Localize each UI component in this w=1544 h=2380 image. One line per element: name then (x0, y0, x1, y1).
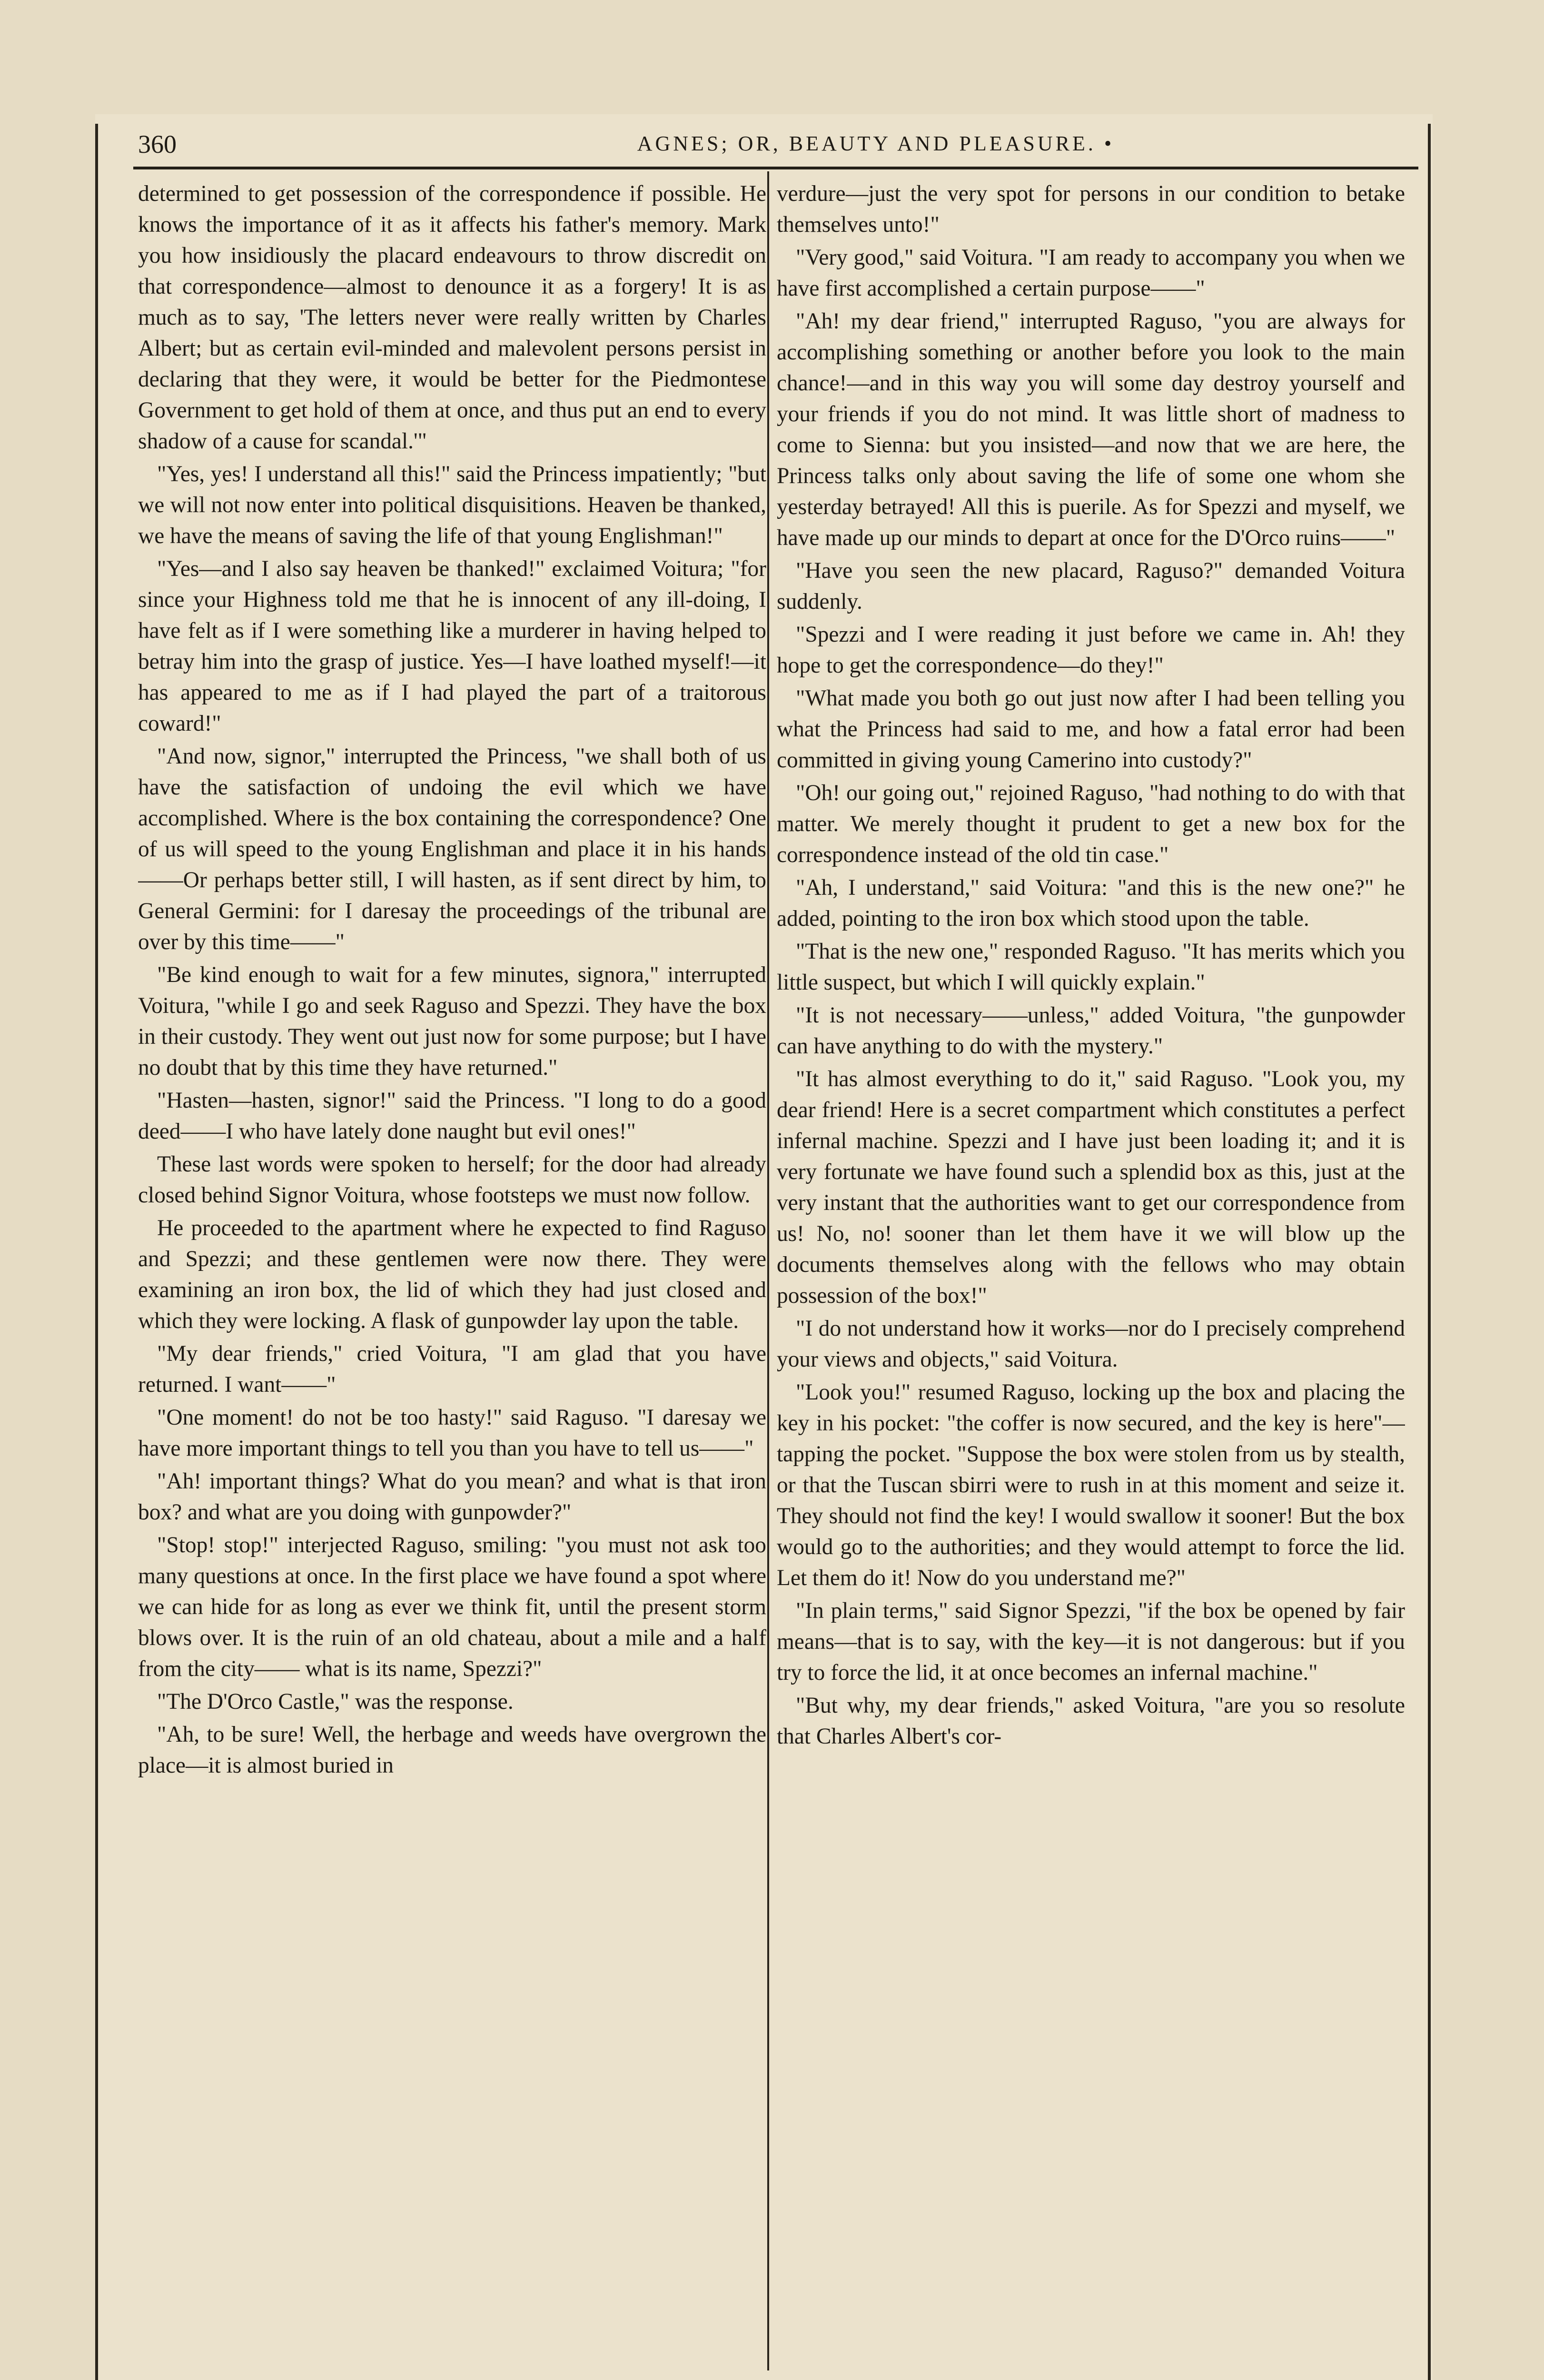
paragraph: "Yes—and I also say heaven be thanked!" exclaimed Voitura; "for since your Highness told me that he is innocent of any ill-doing, I have felt as if I were something like a murderer in having helped to betray him into the grasp of justice. Yes—I have loathed myself!—it has appeared to me as if I had played the part of a traitorous coward!" (138, 556, 766, 736)
running-title: AGNES; OR, BEAUTY AND PLEASURE. • (637, 132, 1115, 155)
paragraph: "The D'Orco Castle," was the response. (157, 1689, 514, 1714)
paragraph: "Ah! important things? What do you mean? and what is that iron box? and what are you doing with gunpowder?" (138, 1469, 766, 1525)
left-column (138, 178, 766, 2378)
paragraph: "My dear friends," cried Voitura, "I am glad that you have returned. I want——" (138, 1341, 766, 1397)
paragraph: "It has almost everything to do it," said Raguso. "Look you, my dear friend! Here is a secret compartment which constitutes a perfect infernal machine. Spezzi and I have just been loading it; and it is very fortunate we have found such a splendid box as this, just at the very instant that the authorities want to get our correspondence from us! No, no! sooner than let them have it we will blow up the documents themselves along with the fellows who may obtain possession of the box!" (777, 1067, 1405, 1308)
paragraph: "Very good," said Voitura. "I am ready to accompany you when we have first accomplished a certain purpose——" (777, 245, 1405, 301)
paragraph: "In plain terms," said Signor Spezzi, "if the box be opened by fair means—that is to say, with the key—it is not dangerous: but if you try to force the lid, it at once becomes an infernal machine." (777, 1598, 1405, 1685)
running-head (138, 119, 1414, 162)
paragraph: These last words were spoken to herself; for the door had already closed behind Signor Voitura, whose footsteps we must now follow. (138, 1152, 766, 1208)
paragraph: "Stop! stop!" interjected Raguso, smiling: "you must not ask too many questions at once. In the first place we have found a spot where we can hide for as long as ever we think fit, until the present storm blows over. It is the ruin of an old chateau, about a mile and a half from the city—— what is its name, Spezzi?" (138, 1533, 766, 1681)
paragraph: "Ah! my dear friend," interrupted Raguso, "you are always for accomplishing something or another before you look to the main chance!—and in this way you will some day destroy yourself and your friends if you do not mind. It was little short of madness to come to Sienna: but you insisted—and now that we are here, the Princess talks only about saving the life of some one whom she yesterday betrayed! All this is puerile. As for Spezzi and myself, we have made up our minds to depart at once for the D'Orco ruins——" (777, 309, 1405, 550)
paragraph: "That is the new one," responded Raguso. "It has merits which you little suspect, but which I will quickly explain." (777, 939, 1405, 995)
paragraph: "What made you both go out just now after I had been telling you what the Princess had said to me, and how a fatal error had been committed in giving young Camerino into custody?" (777, 686, 1405, 773)
column-divider (767, 171, 769, 2370)
paragraph: "But why, my dear friends," asked Voitura, "are you so resolute that Charles Albert's cor- (777, 1693, 1405, 1749)
page-border-left (95, 124, 98, 2380)
paragraph: "One moment! do not be too hasty!" said Raguso. "I daresay we have more important things to tell you than you have to tell us——" (138, 1405, 766, 1461)
paragraph: "Yes, yes! I understand all this!" said the Princess impatiently; "but we will not now enter into political disquisitions. Heaven be thanked, we have the means of saving the life of that young Englishman!" (138, 462, 766, 548)
paragraph: "Ah, I understand," said Voitura: "and this is the new one?" he added, pointing to the iron box which stood upon the table. (777, 875, 1405, 931)
paragraph: "Be kind enough to wait for a few minutes, signora," interrupted Voitura, "while I go and seek Raguso and Spezzi. They have the box in their custody. They went out just now for some purpose; but I have no doubt that by this time they have returned." (138, 962, 766, 1080)
header-rule (133, 167, 1418, 169)
paragraph: verdure—just the very spot for persons in our condition to betake themselves unto!" (777, 181, 1405, 237)
paragraph: "Hasten—hasten, signor!" said the Princess. "I long to do a good deed——I who have lately done naught but evil ones!" (138, 1088, 766, 1144)
paragraph: "Ah, to be sure! Well, the herbage and weeds have overgrown the place—it is almost buried in (138, 1722, 766, 1778)
paragraph: "It is not necessary——unless," added Voitura, "the gunpowder can have anything to do with the mystery." (777, 1003, 1405, 1059)
right-column (777, 178, 1405, 2378)
page-border-right (1428, 124, 1431, 2380)
paragraph: determined to get possession of the correspondence if possible. He knows the importance of it as it affects his father's memory. Mark you how insidiously the placard endeavours to throw discredit on that correspondence—almost to denounce it as a forgery! It is as much as to say, 'The letters never were really written by Charles Albert; but as certain evil-minded and malevolent persons persist in declaring that they were, it would be better for the Piedmontese Government to get hold of them at once, and thus put an end to every shadow of a cause for scandal.'" (138, 181, 766, 454)
paragraph: "Spezzi and I were reading it just before we came in. Ah! they hope to get the correspondence—do they!" (777, 622, 1405, 678)
paragraph: "Have you seen the new placard, Raguso?" demanded Voitura suddenly. (777, 558, 1405, 614)
page-number: 360 (138, 130, 177, 159)
paragraph: "And now, signor," interrupted the Princess, "we shall both of us have the satisfaction of undoing the evil which we have accomplished. Where is the box containing the correspondence? One of us will speed to the young Englishman and place it in his hands——Or perhaps better still, I will hasten, as if sent direct by him, to General Germini: for I daresay the proceedings of the tribunal are over by this time——" (138, 744, 766, 954)
paragraph: He proceeded to the apartment where he expected to find Raguso and Spezzi; and these gentlemen were now there. They were examining an iron box, the lid of which they had just closed and which they were locking. A flask of gunpowder lay upon the table. (138, 1216, 766, 1333)
paragraph: "Look you!" resumed Raguso, locking up the box and placing the key in his pocket: "the coffer is now secured, and the key is here"—tapping the pocket. "Suppose the box were stolen from us by stealth, or that the Tuscan sbirri were to rush in at this moment and seize it. They should not find the key! I would swallow it sooner! But the box would go to the authorities; and they would attempt to force the lid. Let them do it! Now do you understand me?" (777, 1380, 1405, 1590)
paragraph: "Oh! our going out," rejoined Raguso, "had nothing to do with that matter. We merely thought it prudent to get a new box for the correspondence instead of the old tin case." (777, 781, 1405, 867)
paragraph: "I do not understand how it works—nor do I precisely comprehend your views and objects," said Voitura. (777, 1316, 1405, 1372)
